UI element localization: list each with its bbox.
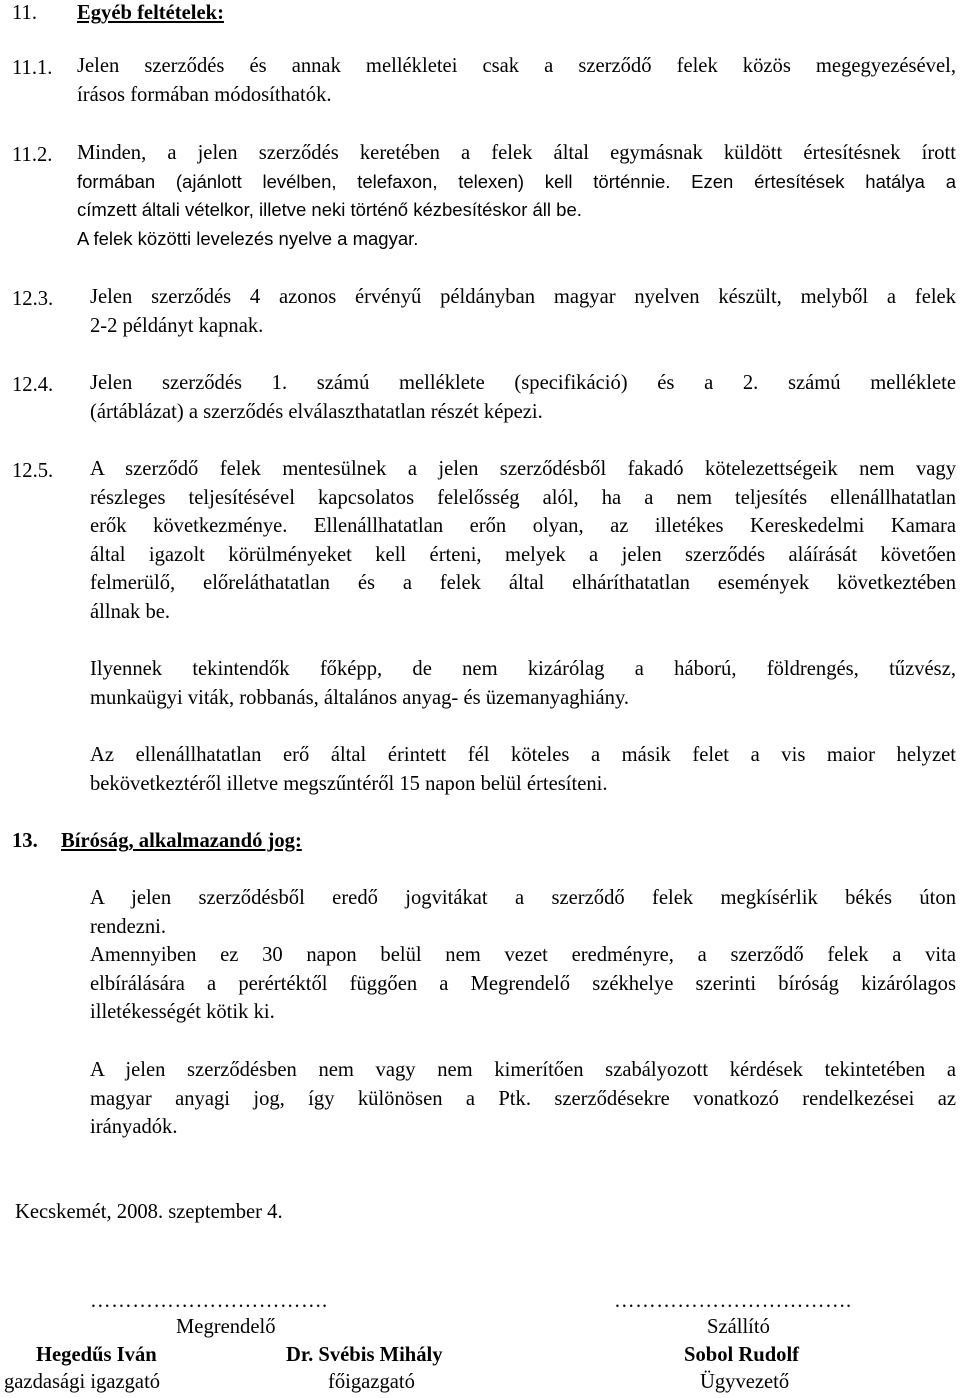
signer-title: főigazgató [328, 1371, 415, 1393]
text-line: munkaügyi viták, robbanás, általános anyag- és üzemanyaghiány. [90, 686, 630, 709]
signer-name: Sobol Rudolf [684, 1344, 800, 1366]
text-line: Amennyiben ez 30 napon belül nem vezet eredményre, a szerződő felek a vita [90, 944, 956, 966]
text-line: felmerülő, előreláthatatlan és a felek által elháríthatatlan események következtében [90, 572, 956, 594]
text-line: magyar anyagi jog, így különösen a Ptk. szerződésekre vonatkozó rendelkezései az [90, 1087, 956, 1110]
text-line: állnak be. [90, 600, 171, 623]
text-line: rendezni. [90, 915, 167, 938]
section-13-number: 13. [12, 830, 38, 852]
item-12-3-text [90, 283, 956, 340]
section-13-paragraph-1 [90, 884, 956, 941]
text-line: erők következménye. Ellenállhatatlan erőn olyan, az illetékes Kereskedelmi Kamara [90, 515, 956, 537]
signer-name: Dr. Svébis Mihály [286, 1344, 443, 1366]
signature-role-right: Szállító [707, 1316, 770, 1338]
section-13-paragraph-2 [90, 941, 956, 1027]
item-12-5-paragraph-3 [90, 741, 956, 798]
signer-title: Ügyvezető [700, 1371, 790, 1393]
signature-role-left: Megrendelő [176, 1316, 276, 1338]
item-12-5-number: 12.5. [12, 460, 54, 482]
text-line: bekövetkeztéről illetve megszűntéről 15 napon belül értesíteni. [90, 772, 608, 795]
text-line: A felek közötti levelezés nyelve a magyar. [77, 227, 419, 249]
signature-line-right: ……………………………. [614, 1290, 852, 1312]
text-line: A szerződő felek mentesülnek a jelen szerződésből fakadó kötelezettségeik nem vagy [90, 458, 956, 480]
text-line: írásos formában módosíthatók. [77, 83, 332, 106]
item-11-2-number: 11.2. [12, 144, 53, 166]
text-line: Minden, a jelen szerződés keretében a felek által egymásnak küldött értesítésnek írott [77, 142, 956, 164]
text-line: formában (ajánlott levélben, telefaxon, telexen) kell történnie. Ezen értesítések hatálya a [77, 170, 956, 192]
item-12-3-number: 12.3. [12, 288, 54, 310]
item-11-1-text [77, 52, 956, 109]
item-11-2-text [77, 139, 956, 253]
place-date: Kecskemét, 2008. szeptember 4. [15, 1201, 283, 1223]
signature-line-left: ……………………………. [90, 1290, 328, 1312]
signer-name: Hegedűs Iván [36, 1344, 157, 1366]
text-line: 2-2 példányt kapnak. [90, 314, 264, 337]
text-line: Ilyennek tekintendők főképp, de nem kizárólag a háború, földrengés, tűzvész, [90, 658, 956, 680]
section-11-title: Egyéb feltételek: [77, 2, 224, 24]
item-12-4-text [90, 369, 956, 426]
section-11-number: 11. [12, 2, 37, 24]
item-12-5-text [90, 455, 956, 626]
text-line: illetékességét kötik ki. [90, 1001, 275, 1023]
item-12-4-number: 12.4. [12, 374, 54, 396]
text-line: által igazolt körülményeket kell érteni, melyek a jelen szerződés aláírását követően [90, 543, 956, 566]
item-11-1-number: 11.1. [12, 57, 53, 79]
text-line: címzett általi vételkor, illetve neki történő kézbesítéskor áll be. [77, 199, 582, 220]
text-line: Jelen szerződés 4 azonos érvényű példányban magyar nyelven készült, melyből a felek [90, 286, 956, 308]
text-line: A jelen szerződésben nem vagy nem kimerítően szabályozott kérdések tekintetében a [90, 1059, 956, 1081]
section-13-title: Bíróság, alkalmazandó jog: [61, 830, 302, 852]
text-line: Jelen szerződés 1. számú melléklete (specifikáció) és a 2. számú melléklete [90, 372, 956, 394]
text-line: Jelen szerződés és annak mellékletei csak a szerződő felek közös megegyezésével, [77, 55, 956, 77]
text-line: A jelen szerződésből eredő jogvitákat a szerződő felek megkísérlik békés úton [90, 887, 956, 909]
section-13-paragraph-3 [90, 1056, 956, 1142]
item-12-5-paragraph-2 [90, 655, 956, 712]
text-line: (ártáblázat) a szerződés elválaszthatatlan részét képezi. [90, 400, 543, 423]
text-line: részleges teljesítésével kapcsolatos felelősség alól, ha a nem teljesítés ellenállhatatlan [90, 486, 956, 509]
signer-title: gazdasági igazgató [4, 1371, 161, 1393]
text-line: irányadók. [90, 1116, 178, 1138]
text-line: elbírálására a perértéktől függően a Megrendelő székhelye szerinti bíróság kizárólagos [90, 972, 956, 995]
text-line: Az ellenállhatatlan erő által érintett fél köteles a másik felet a vis maior helyzet [90, 744, 956, 766]
